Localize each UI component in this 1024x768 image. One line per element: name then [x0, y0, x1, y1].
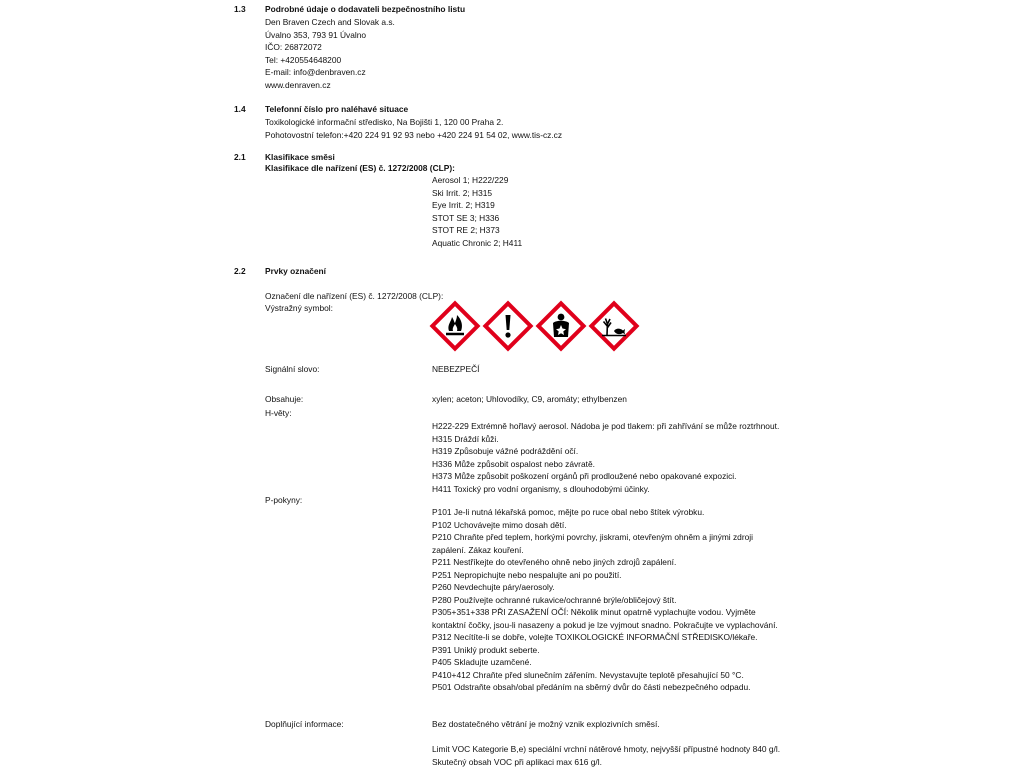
section-title: Klasifikace směsi: [265, 152, 335, 162]
supplier-email: E-mail: info@denbraven.cz: [265, 67, 366, 77]
contains-value: xylen; aceton; Uhlovodíky, C9, aromáty; ethylbenzen: [432, 394, 627, 404]
p-statement: P251 Nepropichujte nebo nespalujte ani po použití.: [432, 569, 622, 580]
emergency-phone: Pohotovostní telefon:+420 224 91 92 93 nebo +420 224 91 54 02, www.tis-cz.cz: [265, 129, 563, 140]
signal-word-label: Signální slovo:: [265, 364, 320, 374]
health-hazard-icon: [535, 300, 587, 352]
section-title: Podrobné údaje o dodavateli bezpečnostního listu: [265, 4, 466, 14]
supplier-web: www.denraven.cz: [265, 79, 331, 90]
supplier-name: Den Braven Czech and Slovak a.s.: [265, 17, 395, 27]
extra-info-label: Doplňující informace:: [265, 719, 344, 729]
h-statement: H319 Způsobuje vážné podráždění očí.: [432, 446, 579, 456]
p-statement: zapálení. Zákaz kouření.: [432, 544, 524, 555]
p-statement: P312 Necítíte-li se dobře, volejte TOXIKOLOGICKÉ INFORMAČNÍ STŘEDISKO/lékaře.: [432, 632, 758, 642]
flame-icon: [429, 300, 481, 352]
extra-info-text: Bez dostatečného větrání je možný vznik explozivních směsí.: [432, 719, 660, 729]
p-statement: P260 Nevdechujte páry/aerosoly.: [432, 582, 555, 592]
p-statements-list: [432, 506, 778, 694]
p-statement: P210 Chraňte před teplem, horkými povrchy, jiskrami, otevřeným ohněm a jinými zdroji: [432, 532, 754, 542]
p-statement: kontaktní čočky, jsou-li nasazeny a pokud je lze vyjmout snadno. Pokračujte ve vyplachování.: [432, 619, 778, 630]
p-statements-label: P-pokyny:: [265, 495, 303, 505]
h-statement: H315 Dráždí kůži.: [432, 433, 499, 444]
supplier-address: Úvalno 353, 793 91 Úvalno: [265, 29, 367, 40]
section-number: 1.3: [234, 4, 246, 14]
p-statement: P410+412 Chraňte před slunečním zářením. Nevystavujte teplotě přesahující 50 °C.: [432, 669, 744, 680]
section-number: 2.1: [234, 152, 246, 162]
contains-label: Obsahuje:: [265, 394, 304, 404]
p-statement: P405 Skladujte uzamčené.: [432, 657, 532, 667]
environment-icon: [588, 300, 640, 352]
supplier-details: [265, 16, 395, 91]
list-item: Aquatic Chronic 2; H411: [432, 237, 523, 248]
list-item: Eye Irrit. 2; H319: [432, 200, 495, 210]
p-statement: P305+351+338 PŘI ZASAŽENÍ OČÍ: Několik minut opatrně vyplachujte vodou. Vyjměte: [432, 607, 756, 617]
toxicology-center: Toxikologické informační středisko, Na Bojišti 1, 120 00 Praha 2.: [265, 117, 504, 127]
p-statement: P391 Uniklý produkt seberte.: [432, 644, 540, 655]
supplier-ico: IČO: 26872072: [265, 42, 322, 52]
section-title: Telefonní číslo pro naléhavé situace: [265, 104, 409, 114]
section-number: 1.4: [234, 104, 246, 114]
voc-info: [432, 743, 780, 768]
p-statement: P101 Je-li nutná lékařská pomoc, mějte po ruce obal nebo štítek výrobku.: [432, 507, 705, 517]
h-statement: H373 Může způsobit poškození orgánů při prodloužené nebo opakované expozici.: [432, 471, 737, 481]
symbol-label: Výstražný symbol:: [265, 303, 333, 313]
classification-list: [432, 174, 522, 249]
list-item: Ski Irrit. 2; H315: [432, 187, 493, 198]
h-statement: H411 Toxický pro vodní organismy, s dlouhodobými účinky.: [432, 483, 650, 494]
list-item: STOT RE 2; H373: [432, 225, 500, 235]
p-statement: P102 Uchovávejte mimo dosah dětí.: [432, 519, 567, 530]
h-statement: H222-229 Extrémně hořlavý aerosol. Nádoba je pod tlakem: při zahřívání se může roztrhnout.: [432, 421, 780, 431]
list-item: STOT SE 3; H336: [432, 212, 500, 223]
section-title: Prvky označení: [265, 266, 326, 276]
p-statement: P211 Nestříkejte do otevřeného ohně nebo jiných zdrojů zapálení.: [432, 557, 677, 567]
labeling-regulation: Označení dle nařízení (ES) č. 1272/2008 (CLP):: [265, 291, 444, 301]
p-statement: P280 Používejte ochranné rukavice/ochranné brýle/obličejový štít.: [432, 594, 677, 605]
h-statement: H336 Může způsobit ospalost nebo závratě.: [432, 458, 595, 469]
p-statement: P501 Odstraňte obsah/obal předáním na sběrný dvůr do části nebezpečného odpadu.: [432, 682, 751, 692]
section-number: 2.2: [234, 266, 246, 276]
supplier-phone: Tel: +420554648200: [265, 54, 342, 65]
list-item: Aerosol 1; H222/229: [432, 175, 509, 185]
emergency-contacts: [265, 116, 562, 141]
exclamation-mark-icon: [482, 300, 534, 352]
voc-actual: Skutečný obsah VOC při aplikaci max 616 g/l.: [432, 756, 602, 767]
h-statements-list: [432, 420, 779, 495]
signal-word: NEBEZPEČÍ: [432, 364, 480, 374]
classification-subtitle: Klasifikace dle nařízení (ES) č. 1272/2008 (CLP):: [265, 163, 455, 173]
h-statements-label: H-věty:: [265, 408, 292, 418]
voc-limit: Limit VOC Kategorie B,e) speciální vrchní nátěrové hmoty, nejvyšší přípustné hodnoty 840 g/l.: [432, 744, 781, 754]
